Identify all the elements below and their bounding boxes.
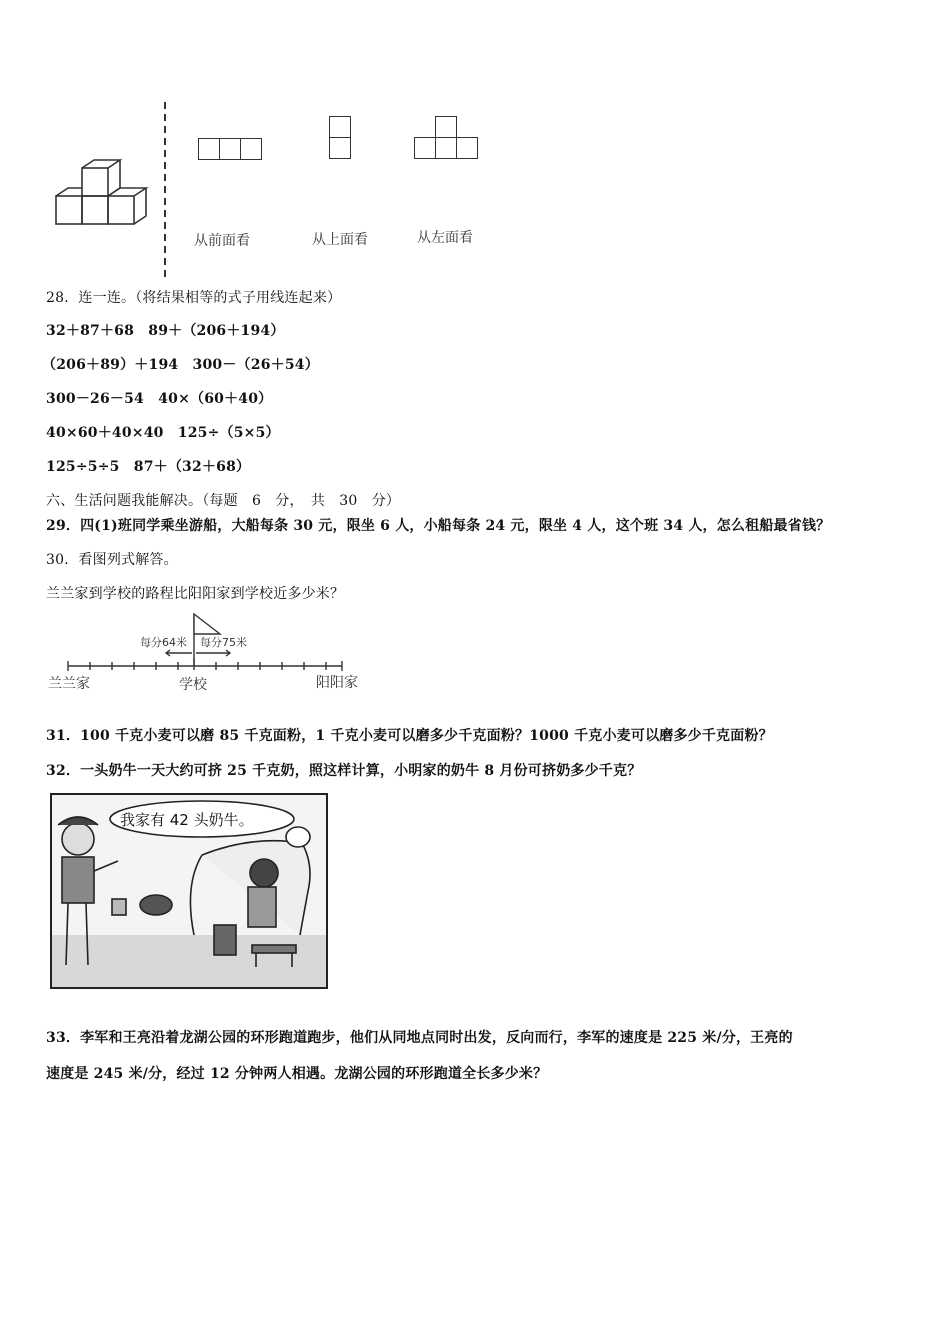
q28-row: 40×60＋40×40 125÷（5×5） xyxy=(46,425,280,441)
cube-stack-drawing xyxy=(50,156,160,236)
speech-bubble-text: 我家有 42 头奶牛。 xyxy=(120,811,254,829)
q32-text: 32．一头奶牛一天大约可挤 25 千克奶，照这样计算，小明家的奶牛 8 月份可挤奶多少千克？ xyxy=(46,763,642,779)
q33-text-line1: 33．李军和王亮沿着龙湖公园的环形跑道跑步，他们从同地点同时出发，反向而行，李军的速度是 225 米/分，王亮的 xyxy=(46,1030,793,1046)
dashed-divider xyxy=(162,102,168,278)
q33-text-line2: 速度是 245 米/分，经过 12 分钟两人相遇。龙湖公园的环形跑道全长多少米？ xyxy=(46,1066,548,1082)
distance-diagram xyxy=(44,606,374,696)
q28-row: （206＋89）＋194 300－（26＋54） xyxy=(42,357,319,373)
q28-title: 28．连一连。（将结果相等的式子用线连起来） xyxy=(46,290,342,306)
right-speed-label: 每分75米 xyxy=(200,636,247,649)
top-view-caption: 从上面看 xyxy=(312,232,368,248)
front-view xyxy=(198,138,264,160)
left-view-caption: 从左面看 xyxy=(417,230,473,246)
left-speed-label: 每分64米 xyxy=(140,636,187,649)
cow-milking-illustration xyxy=(50,793,328,989)
section-6-heading: 六、生活问题我能解决。（每题 6 分， 共 30 分） xyxy=(46,493,401,509)
front-view-caption: 从前面看 xyxy=(194,233,250,249)
q29-text: 29．四(1)班同学乘坐游船，大船每条 30 元，限坐 6 人，小船每条 24 元，限坐 4 人，这个班 34 人，怎么租船最省钱？ xyxy=(46,518,831,534)
q28-row: 32＋87＋68 89＋（206＋194） xyxy=(46,323,285,339)
three-views-figure xyxy=(40,96,510,266)
yangyang-home-label: 阳阳家 xyxy=(316,675,358,691)
lanlan-home-label: 兰兰家 xyxy=(48,676,90,692)
q30-question: 兰兰家到学校的路程比阳阳家到学校近多少米？ xyxy=(46,586,345,602)
q28-row: 125÷5÷5 87＋（32＋68） xyxy=(46,459,251,475)
q28-row: 300－26－54 40×（60＋40） xyxy=(46,391,273,407)
left-view xyxy=(414,116,480,160)
q31-text: 31．100 千克小麦可以磨 85 千克面粉，1 千克小麦可以磨多少千克面粉？1000 千克小麦可以磨多少千克面粉？ xyxy=(46,728,773,744)
top-view xyxy=(329,116,351,160)
school-label: 学校 xyxy=(179,677,207,693)
q30-title: 30．看图列式解答。 xyxy=(46,552,178,568)
